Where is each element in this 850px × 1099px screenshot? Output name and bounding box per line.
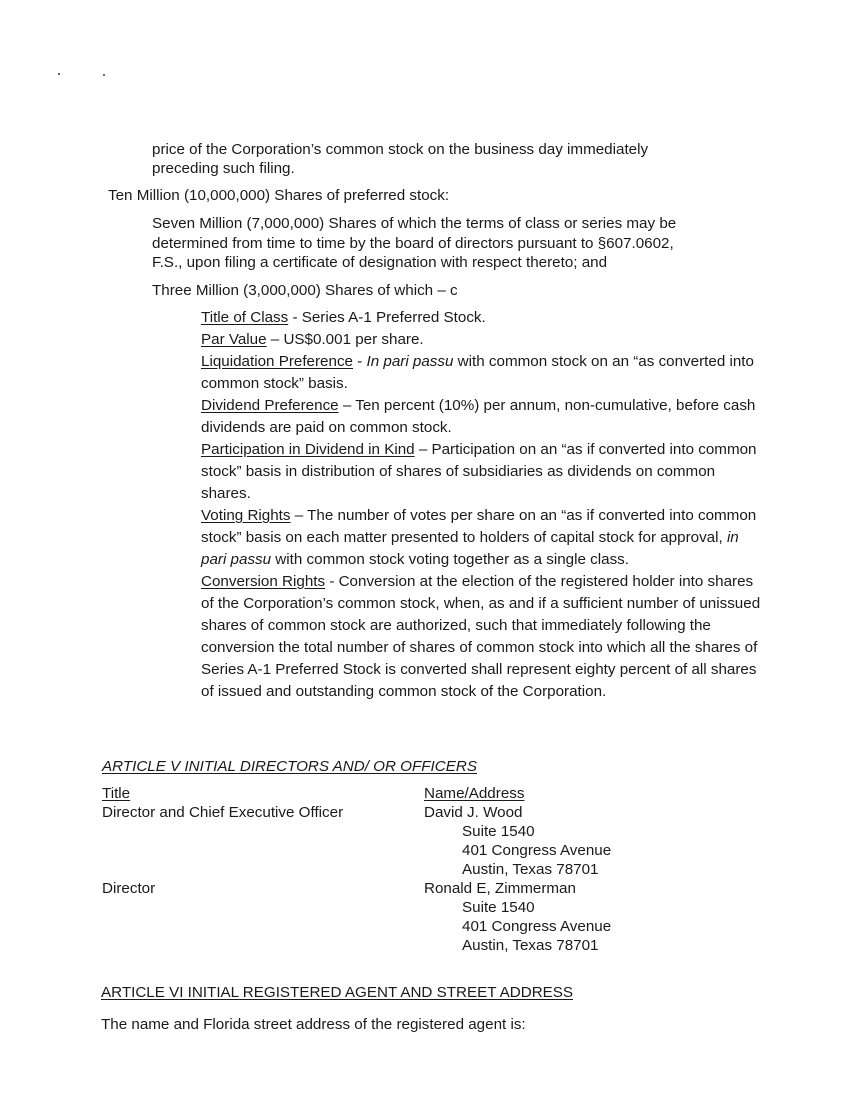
term-text: – The number of votes per share on an “as if converted into common stock” basis on each matter presented to holders of capital stock for approval, <box>201 507 757 546</box>
term-label: Liquidation Preference <box>201 353 353 370</box>
term-conversion-rights <box>201 571 761 703</box>
term-label: Voting Rights <box>201 507 291 524</box>
term-text: – Participation on an “as if converted into common stock” basis in distribution of shares of subsidiaries as dividends on common shares. <box>201 441 757 502</box>
person-2-address-line: Suite 1540 <box>462 899 535 916</box>
scan-speck <box>58 73 60 75</box>
person-1-name: David J. Wood <box>424 804 523 821</box>
term-label: Participation in Dividend in Kind <box>201 441 415 458</box>
seven-million-line-2: determined from time to time by the board of directors pursuant to §607.0602, <box>152 235 674 252</box>
person-1-title: Director and Chief Executive Officer <box>102 804 344 821</box>
term-participation <box>201 439 761 505</box>
seven-million-line-3: F.S., upon filing a certificate of designation with respect thereto; and <box>152 254 608 271</box>
continuation-line-2: preceding such filing. <box>152 160 295 177</box>
person-1-address-line: Austin, Texas 78701 <box>462 861 599 878</box>
term-voting-rights <box>201 505 761 571</box>
preferred-heading: Ten Million (10,000,000) Shares of preferred stock: <box>108 187 450 204</box>
column-name-header: Name/Address <box>424 785 525 802</box>
column-title-header: Title <box>102 785 131 802</box>
term-text: – Ten percent (10%) per annum, non-cumulative, before cash dividends are paid on common stock. <box>201 397 756 436</box>
three-million: Three Million (3,000,000) Shares of which – c <box>152 282 458 299</box>
term-label: Title of Class <box>201 309 289 326</box>
person-2-title: Director <box>102 880 156 897</box>
person-1-address-line: 401 Congress Avenue <box>462 842 612 859</box>
term-text: with common stock on an “as converted into common stock” basis. <box>201 353 754 392</box>
term-separator: - <box>352 353 367 370</box>
scan-speck <box>103 74 105 76</box>
term-label: Conversion Rights <box>201 573 326 590</box>
person-2-name: Ronald E, Zimmerman <box>424 880 576 897</box>
term-text: – US$0.001 per share. <box>266 331 424 348</box>
term-liquidation-preference <box>201 351 761 395</box>
seven-million-line-1: Seven Million (7,000,000) Shares of which the terms of class or series may be <box>152 215 677 232</box>
term-title-of-class <box>201 307 761 329</box>
article-6-text: The name and Florida street address of the registered agent is: <box>101 1016 526 1033</box>
term-label: Dividend Preference <box>201 397 339 414</box>
continuation-line-1: price of the Corporation’s common stock on the business day immediately <box>152 141 649 158</box>
article-6-heading: ARTICLE VI INITIAL REGISTERED AGENT AND STREET ADDRESS <box>101 984 574 1001</box>
term-italic: in pari passu <box>201 529 739 568</box>
article-5-heading: ARTICLE V INITIAL DIRECTORS AND/ OR OFFICERS <box>102 758 477 775</box>
series-a1-terms <box>201 307 761 703</box>
term-text: - Series A-1 Preferred Stock. <box>288 309 486 326</box>
term-text: - Conversion at the election of the registered holder into shares of the Corporation’s common stock, when, as and if a sufficient number of unissued shares of common stock are authorized, such that immediately following the conversion the total number of shares of common stock into which all the shares of Series A-1 Preferred Stock is converted shall represent eighty percent of all shares of issued and outstanding common stock of the Corporation. <box>201 573 761 700</box>
person-1-address-line: Suite 1540 <box>462 823 535 840</box>
term-par-value <box>201 329 761 351</box>
person-2-address-line: Austin, Texas 78701 <box>462 937 599 954</box>
term-label: Par Value <box>201 331 267 348</box>
term-italic: In pari passu <box>366 353 454 370</box>
term-text-continued: with common stock voting together as a single class. <box>271 551 629 568</box>
person-2-address-line: 401 Congress Avenue <box>462 918 612 935</box>
term-dividend-preference <box>201 395 761 439</box>
